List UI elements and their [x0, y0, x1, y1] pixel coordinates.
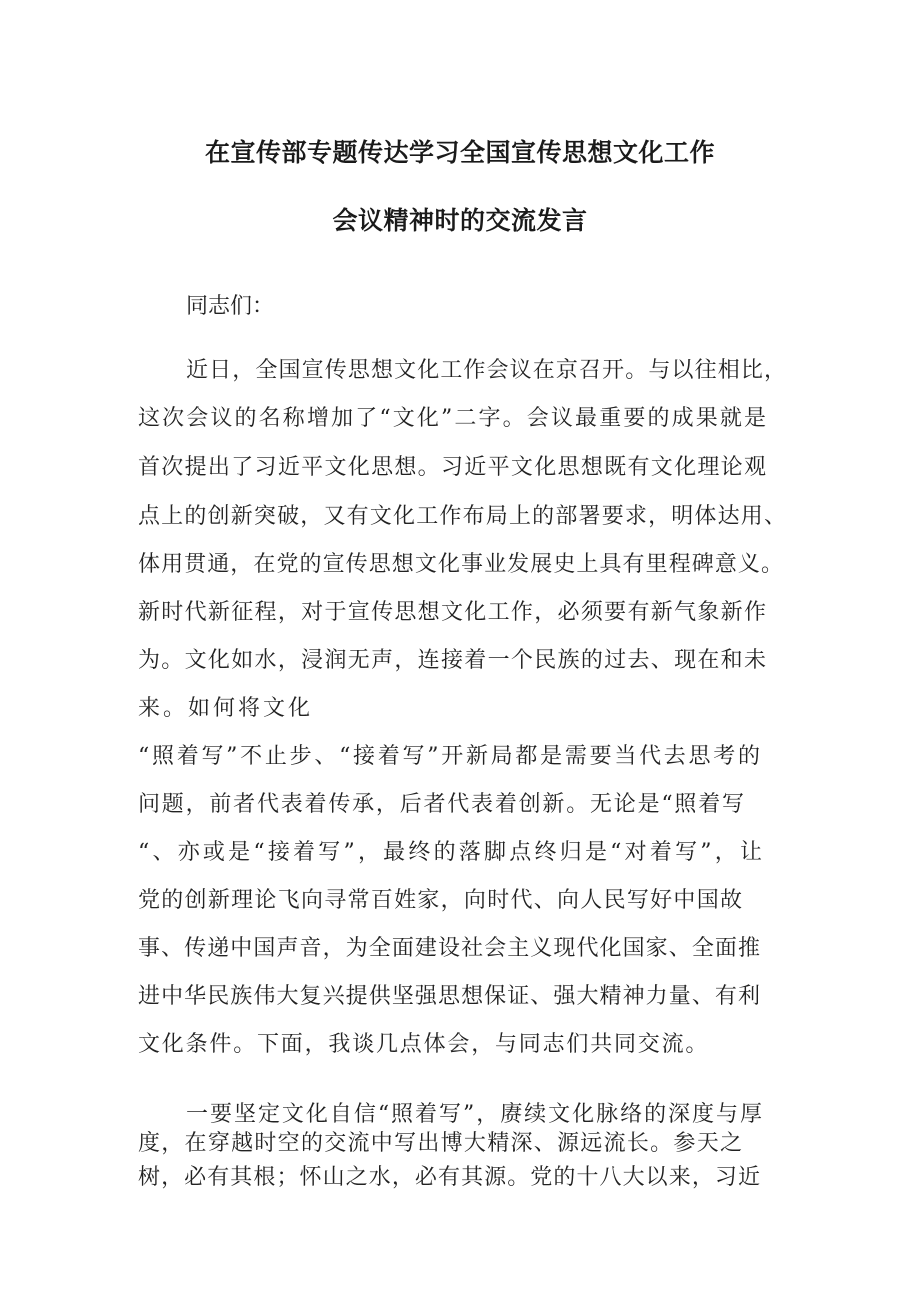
paragraph-1-line-4: 点上的创新突破，又有文化工作布局上的部署要求，明体达用、	[138, 504, 786, 529]
paragraph-2-line-4: 党的创新理论飞向寻常百姓家，向时代、向人民写好中国故	[138, 888, 742, 913]
paragraph-1-line-6: 新时代新征程，对于宣传思想文化工作，必须要有新气象新作	[138, 600, 766, 625]
paragraph-2-line-7: 文化条件。下面，我谈几点体会，与同志们共同交流。	[138, 1032, 710, 1057]
paragraph-1-line-2: 这次会议的名称增加了“文化”二字。会议最重要的成果就是	[138, 406, 766, 431]
greeting: 同志们：	[186, 294, 275, 319]
paragraph-1-line-5: 体用贯通，在党的宣传思想文化事业发展史上具有里程碑意义。	[138, 552, 783, 577]
paragraph-2-line-5: 事、传递中国声音，为全面建设社会主义现代化国家、全面推	[138, 936, 760, 961]
paragraph-3-line-1: 一要坚定文化自信“照着写”，赓续文化脉络的深度与厚	[186, 1102, 762, 1127]
paragraph-3-line-2: 度，在穿越时空的交流中写出博大精深、源远流长。参天之	[138, 1131, 742, 1156]
document-title-line-2: 会议精神时的交流发言	[332, 206, 588, 235]
paragraph-3-line-3: 树，必有其根；怀山之水，必有其源。党的十八大以来，习近	[138, 1165, 760, 1190]
paragraph-2-line-1: “照着写”不止步、“接着写”开新局都是需要当代去思考的	[138, 744, 760, 769]
paragraph-1-line-7: 为。文化如水，浸润无声，连接着一个民族的过去、现在和未	[138, 648, 766, 673]
paragraph-2-line-3: “、亦或是“接着写”，最终的落脚点终归是“对着写”，让	[138, 840, 762, 865]
paragraph-1-line-8: 来。如何将文化	[138, 696, 314, 721]
paragraph-2-line-6: 进中华民族伟大复兴提供坚强思想保证、强大精神力量、有利	[138, 984, 760, 1009]
paragraph-2-line-2: 问题，前者代表着传承，后者代表着创新。无论是“照着写	[138, 792, 744, 817]
document-title-line-1: 在宣传部专题传达学习全国宣传思想文化工作	[204, 138, 715, 167]
paragraph-1-line-1: 近日，全国宣传思想文化工作会议在京召开。与以往相比，	[186, 358, 786, 383]
paragraph-1-line-3: 首次提出了习近平文化思想。习近平文化思想既有文化理论观	[138, 455, 766, 480]
